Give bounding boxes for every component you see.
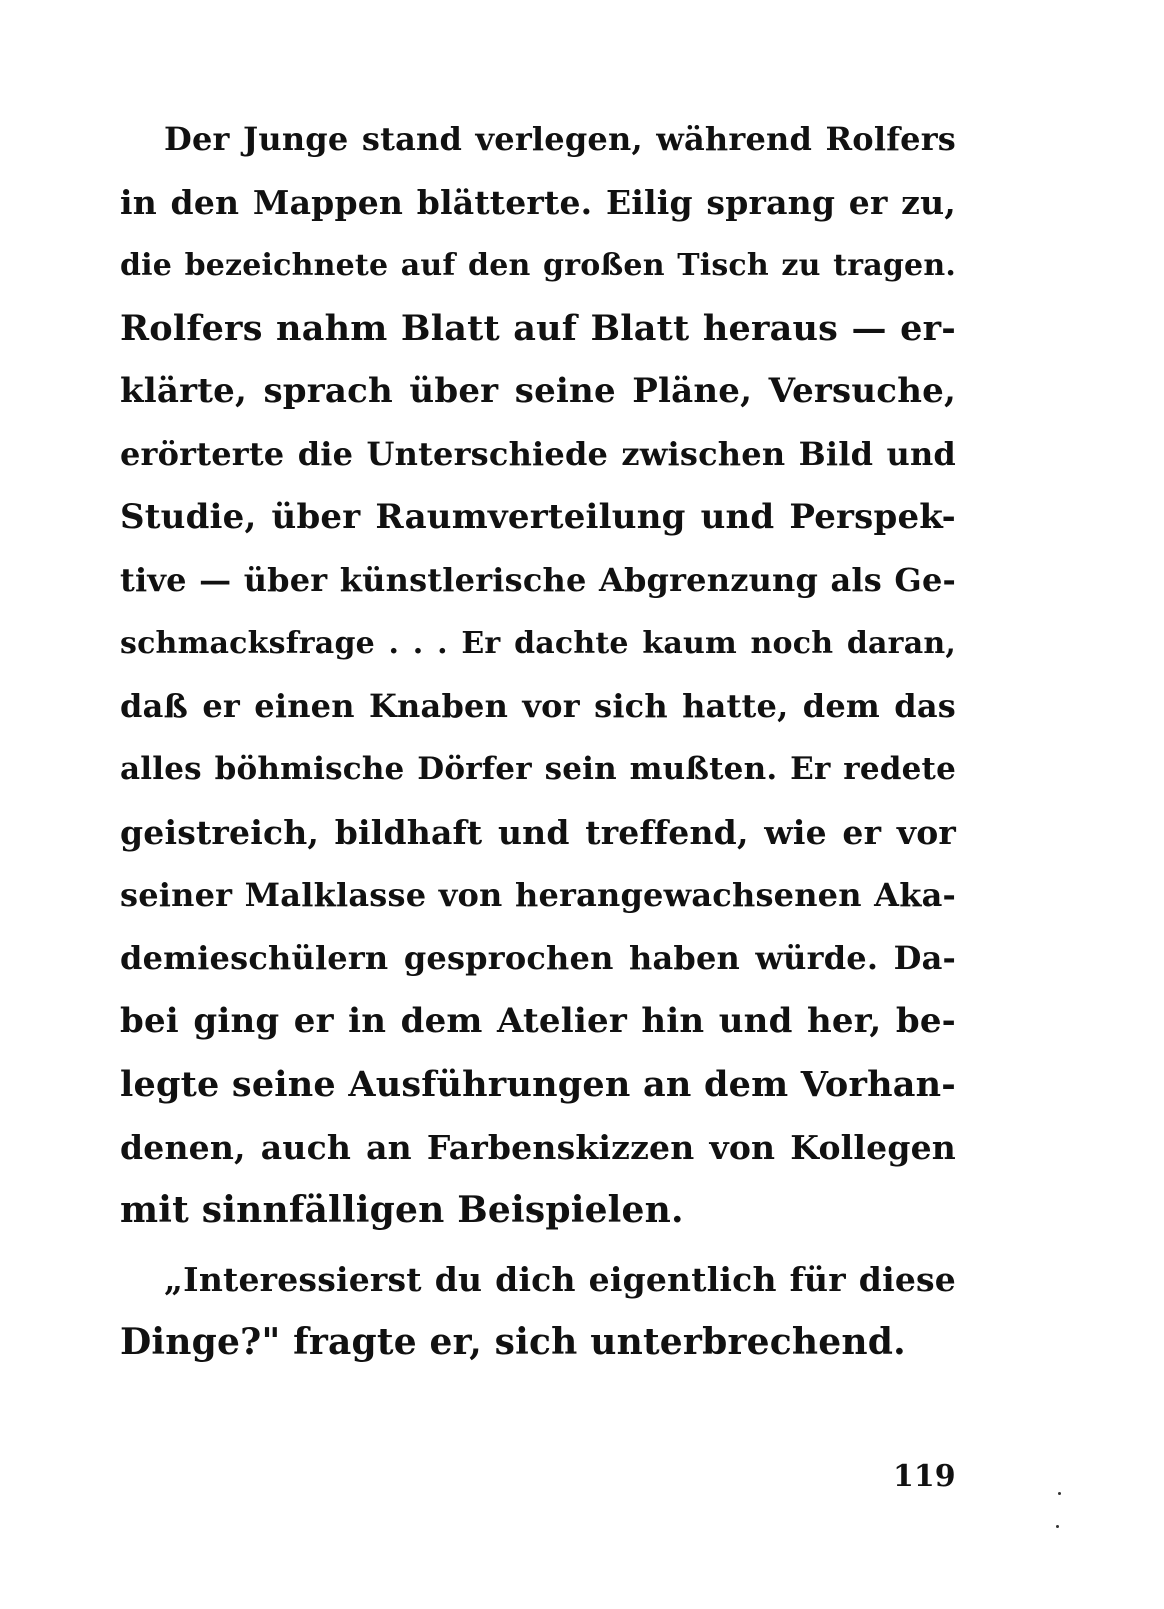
text-line: Rolfers nahm Blatt auf Blatt heraus — er- bbox=[120, 308, 956, 349]
text-line: alles böhmische Dörfer sein mußten. Er redete bbox=[120, 751, 956, 787]
text-line: die bezeichnete auf den großen Tisch zu tragen. bbox=[120, 248, 956, 283]
paragraph-2 bbox=[120, 1248, 956, 1374]
text-line: mit sinnfälligen Beispielen. bbox=[120, 1189, 684, 1231]
text-line: geistreich, bildhaft und treffend, wie er vor bbox=[120, 813, 956, 852]
text-line: tive — über künstlerische Abgrenzung als Ge- bbox=[120, 561, 956, 599]
page-number: 119 bbox=[893, 1459, 956, 1494]
text-line: Studie, über Raumverteilung und Perspek- bbox=[120, 497, 956, 537]
text-line: „Interessierst du dich eigentlich für diese bbox=[164, 1260, 956, 1299]
text-line: denen, auch an Farbenskizzen von Kollegen bbox=[120, 1128, 956, 1167]
text-line: demieschülern gesprochen haben würde. Da- bbox=[120, 939, 956, 977]
paragraph-1 bbox=[120, 108, 956, 1242]
body-text bbox=[120, 108, 956, 1374]
text-line: Der Junge stand verlegen, während Rolfers bbox=[164, 120, 956, 158]
text-line: schmacksfrage . . . Er dachte kaum noch daran, bbox=[120, 626, 956, 661]
text-line: seiner Malklasse von herangewachsenen Aka- bbox=[120, 876, 956, 914]
scan-speck bbox=[1056, 1525, 1059, 1528]
text-line: daß er einen Knaben vor sich hatte, dem das bbox=[120, 687, 956, 725]
scan-speck bbox=[1058, 1492, 1061, 1495]
text-line: Dinge?" fragte er, sich unterbrechend. bbox=[120, 1321, 906, 1363]
text-line: klärte, sprach über seine Pläne, Versuche, bbox=[120, 371, 956, 411]
text-line: bei ging er in dem Atelier hin und her, be- bbox=[120, 1001, 956, 1041]
text-line: erörterte die Unterschiede zwischen Bild und bbox=[120, 435, 956, 473]
text-line: in den Mappen blätterte. Eilig sprang er zu, bbox=[120, 183, 956, 222]
text-line: legte seine Ausführungen an dem Vorhan- bbox=[120, 1064, 956, 1105]
